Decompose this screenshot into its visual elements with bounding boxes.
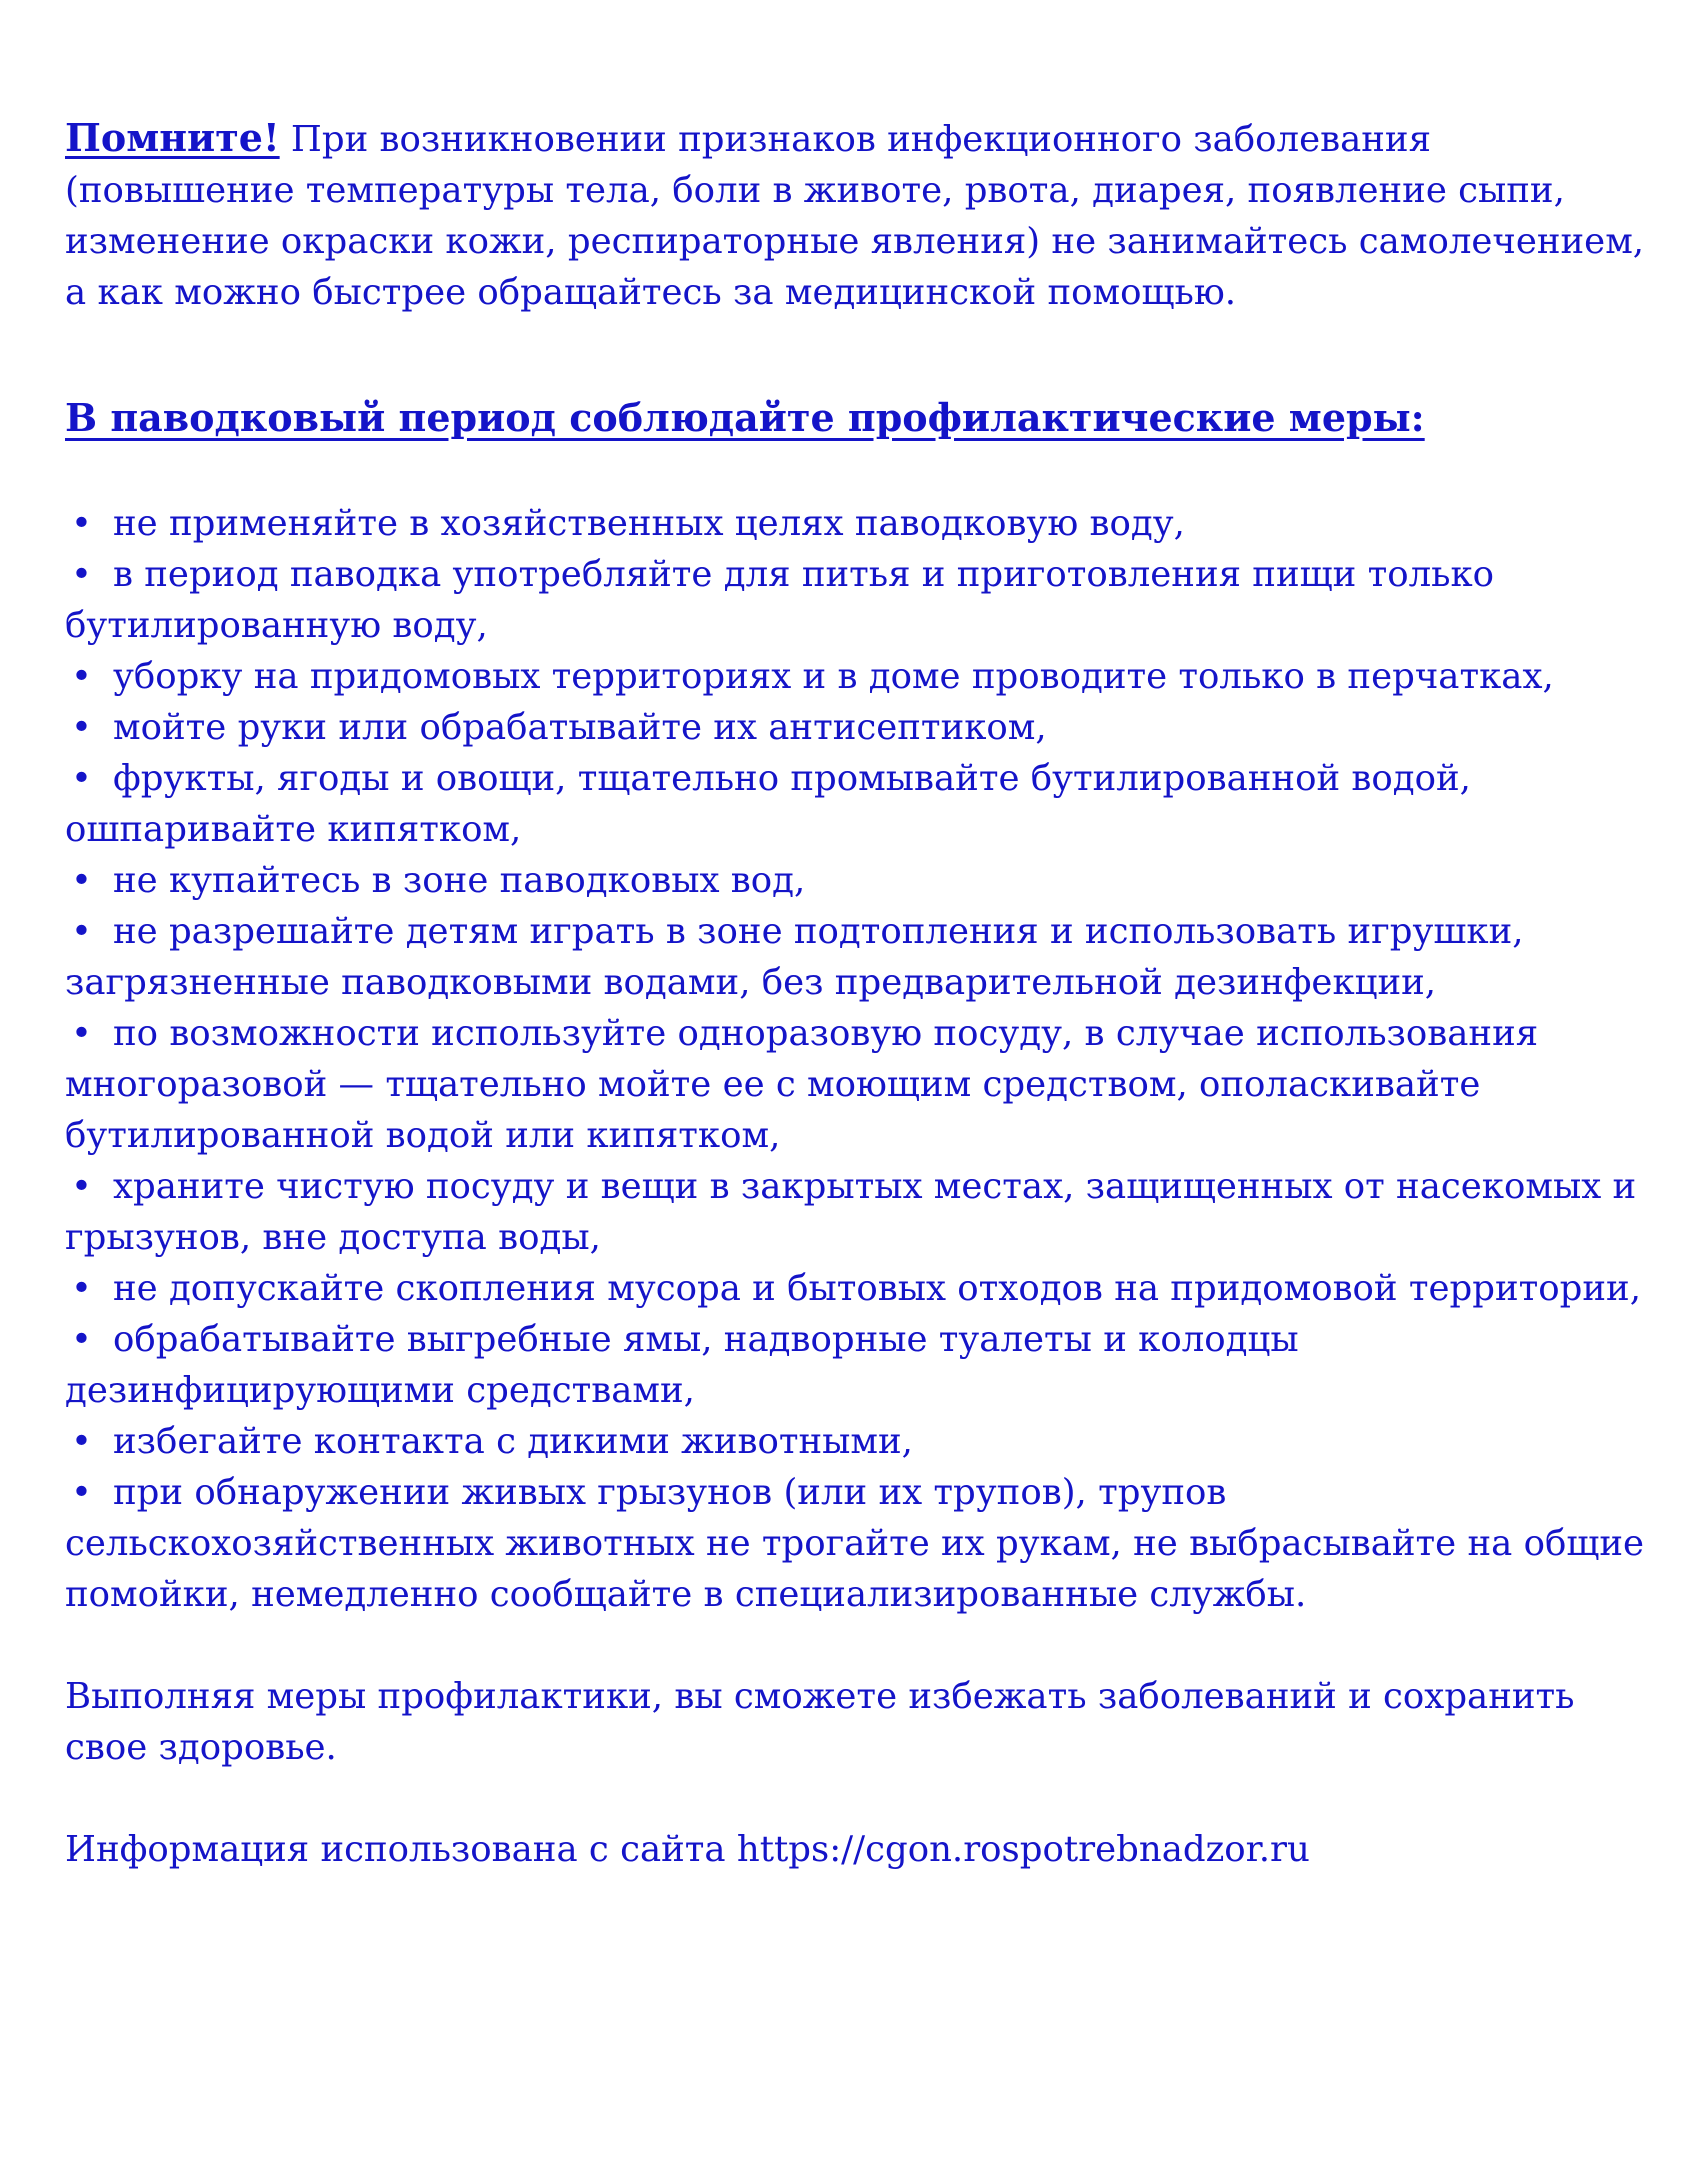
bullet-icon: • xyxy=(71,1421,92,1462)
list-item xyxy=(65,651,1645,702)
list-item-text: мойте руки или обрабатывайте их антисептиком, xyxy=(113,707,1047,748)
list-item-text: избегайте контакта с дикими животными, xyxy=(113,1421,913,1462)
bullet-icon: • xyxy=(71,1319,92,1360)
bullet-icon: • xyxy=(71,1166,92,1207)
list-item-text: не применяйте в хозяйственных целях паводковую воду, xyxy=(113,503,1185,544)
list-item xyxy=(65,1467,1645,1620)
document-page xyxy=(65,112,1645,1875)
list-item-text: обрабатывайте выгребные ямы, надворные туалеты и колодцы дезинфицирующими средствами, xyxy=(65,1319,1299,1411)
list-item xyxy=(65,1161,1645,1263)
bullet-icon: • xyxy=(71,656,92,697)
list-item xyxy=(65,1314,1645,1416)
remember-emphasis: Помните! xyxy=(65,115,280,160)
list-item xyxy=(65,1008,1645,1161)
list-item-text: фрукты, ягоды и овощи, тщательно промывайте бутилированной водой, ошпаривайте кипятком, xyxy=(65,758,1471,850)
list-item-text: по возможности используйте одноразовую посуду, в случае использования многоразовой — тщательно мойте ее с моющим средством, ополаскивайте бутилированной водой или кипятком, xyxy=(65,1013,1539,1156)
bullet-icon: • xyxy=(71,554,92,595)
list-item xyxy=(65,855,1645,906)
list-item-text: уборку на придомовых территориях и в доме проводите только в перчатках, xyxy=(113,656,1554,697)
list-item xyxy=(65,1416,1645,1467)
bullet-icon: • xyxy=(71,911,92,952)
closing-paragraph: Выполняя меры профилактики, вы сможете избежать заболеваний и сохранить свое здоровье. xyxy=(65,1676,1575,1768)
list-item-text: храните чистую посуду и вещи в закрытых местах, защищенных от насекомых и грызунов, вне доступа воды, xyxy=(65,1166,1637,1258)
list-item-text: при обнаружении живых грызунов (или их трупов), трупов сельскохозяйственных животных не трогайте их рукам, не выбрасывайте на общие помойки, немедленно сообщайте в специализированные службы. xyxy=(65,1472,1644,1615)
measures-heading: В паводковый период соблюдайте профилактические меры: xyxy=(65,395,1425,440)
list-item xyxy=(65,753,1645,855)
list-item xyxy=(65,498,1645,549)
measures-list xyxy=(65,498,1645,1620)
bullet-icon: • xyxy=(71,758,92,799)
list-item-text: не купайтесь в зоне паводковых вод, xyxy=(113,860,806,901)
bullet-icon: • xyxy=(71,503,92,544)
list-item-text: не допускайте скопления мусора и бытовых отходов на придомовой территории, xyxy=(113,1268,1641,1309)
bullet-icon: • xyxy=(71,1268,92,1309)
list-item xyxy=(65,906,1645,1008)
intro-paragraph xyxy=(65,112,1645,318)
list-item xyxy=(65,702,1645,753)
bullet-icon: • xyxy=(71,860,92,901)
list-item-text: в период паводка употребляйте для питья и приготовления пищи только бутилированную воду, xyxy=(65,554,1495,646)
bullet-icon: • xyxy=(71,1472,92,1513)
source-note: Информация использована с сайта https://cgon.rospotrebnadzor.ru xyxy=(65,1829,1310,1870)
bullet-icon: • xyxy=(71,1013,92,1054)
list-item-text: не разрешайте детям играть в зоне подтопления и использовать игрушки, загрязненные паводковыми водами, без предварительной дезинфекции, xyxy=(65,911,1524,1003)
list-item xyxy=(65,1263,1645,1314)
intro-text: При возникновении признаков инфекционного заболевания (повышение температуры тела, боли в животе, рвота, диарея, появление сыпи, изменение окраски кожи, респираторные явления) не занимайтесь самолечением, а как можно быстрее обращайтесь за медицинской помощью. xyxy=(65,119,1645,313)
list-item xyxy=(65,549,1645,651)
bullet-icon: • xyxy=(71,707,92,748)
